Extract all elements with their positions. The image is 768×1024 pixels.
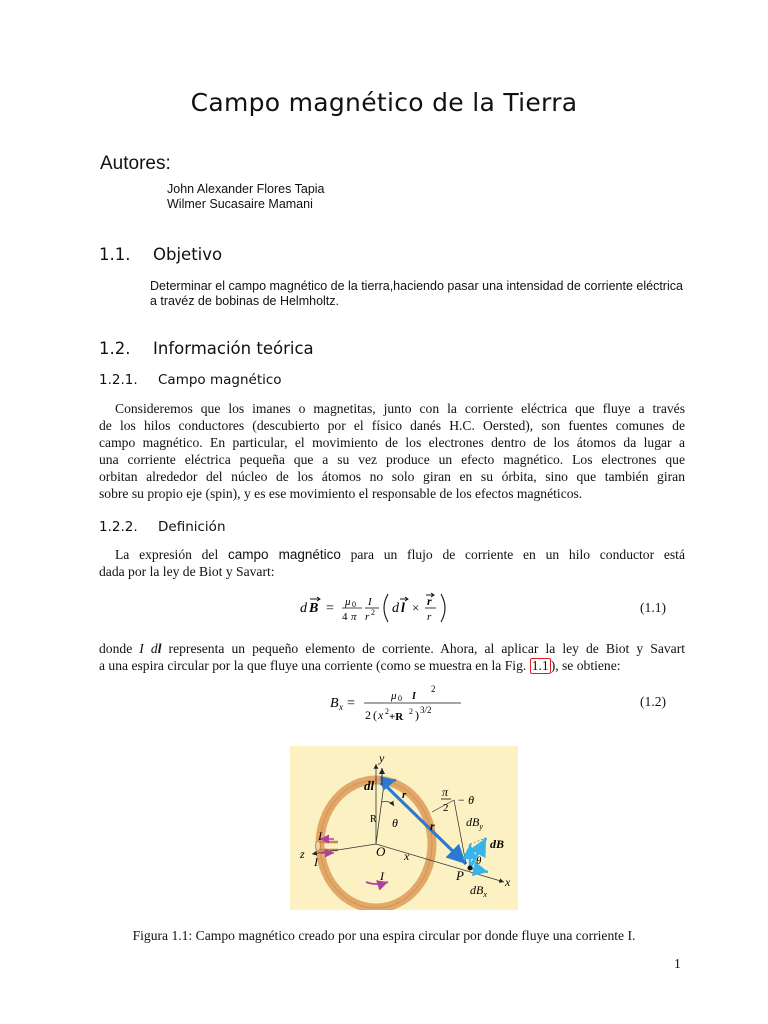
label-theta-2: θ [476,855,482,867]
section-number: 1.2. [99,339,131,358]
svg-text:r: r [427,611,432,623]
label-x-distance: x [404,849,410,863]
svg-text:π: π [351,611,357,623]
figure-current-loop [290,746,518,910]
svg-text:(: ( [373,708,377,722]
page-number: 1 [674,956,681,971]
svg-text:I: I [412,691,416,702]
label-pi: π [442,785,449,799]
text-line: donde I dl representa un pequeño elemento de corriente. Ahora, al aplicar la ley de Biot y Savart [99,641,685,656]
label-r-vector: r [430,819,435,833]
label-two: 2 [443,802,449,814]
svg-text:x: x [378,708,384,722]
after-equation-paragraph [99,640,685,674]
svg-text:0: 0 [352,600,356,609]
svg-text:×: × [412,600,420,615]
svg-text:I: I [368,596,372,608]
svg-text:4: 4 [342,611,348,623]
label-O: O [376,844,386,859]
subsection-title: Definición [158,519,226,535]
authors-heading: Autores: [100,153,171,174]
svg-text:2: 2 [371,608,375,617]
svg-text:B: B [330,696,339,711]
text-line: dada por la ley de Biot y Savart: [99,564,275,579]
text-fragment: a una espira circular por la que fluye una corriente (como se muestra en la Fig. [99,658,530,673]
label-R: R [370,814,377,825]
svg-text:x: x [339,702,343,712]
objetivo-text [150,279,720,309]
label-dB: dB [490,837,505,851]
label-I-top: I [318,829,322,843]
svg-text:r: r [427,594,432,608]
svg-text:d: d [300,601,307,616]
label-y: y [379,751,385,765]
figure-caption: Figura 1.1: Campo magnético creado por una espira circular por donde fluye una corriente I. [132,928,636,943]
text-fragment: para un flujo de corriente en un hilo conductor está [340,547,685,562]
svg-text:3/2: 3/2 [420,705,432,715]
figure-reference-link[interactable]: 1.1 [531,658,549,673]
author-list [167,182,325,212]
text-line: sobre su propio eje (spin), y es ese movimiento el responsable de los efectos magnéticos. [99,486,583,501]
svg-text:0: 0 [398,694,402,703]
page-title: Campo magnético de la Tierra [190,88,578,117]
definicion-paragraph [99,546,685,580]
label-I-ring: I [380,869,384,883]
section-heading-info [99,339,314,358]
text-line: Consideremos que los imanes o magnetitas, junto con la corriente eléctrica que fluye a través [115,401,685,416]
label-x-axis: x [505,875,511,889]
label-P: P [456,868,464,883]
svg-text:=: = [326,601,334,616]
label-z: z [300,847,305,861]
svg-text:r: r [365,611,370,623]
subsection-heading-campo [99,372,282,388]
label-r-hat: r [402,789,407,801]
section-heading-objetivo [99,245,222,264]
svg-text:B: B [309,601,319,616]
equation-number: (1.1) [640,600,667,615]
svg-text:μ: μ [345,596,351,608]
text-line [99,657,685,674]
label-dBy: $dB_y$ [466,815,483,831]
svg-text:2: 2 [409,707,413,716]
text-line: Determinar el campo magnético de la tierra,haciendo pasar una intensidad de corriente eléctrica [150,279,683,293]
section-number: 1.1. [99,245,131,264]
svg-text:2: 2 [431,684,436,694]
equation-number: (1.2) [640,694,667,709]
label-minus-theta: − θ [457,793,474,807]
author-name: Wilmer Sucasaire Mamani [167,197,313,211]
label-theta: θ [392,816,398,830]
subsection-number: 1.2.2. [99,519,138,535]
svg-text:μ: μ [391,690,397,702]
svg-text:l: l [401,601,405,616]
text-fragment: representa un pequeño elemento de corriente. Ahora, al aplicar la ley de Biot y Savart [161,641,685,656]
highlight-term: campo magnético [227,547,341,562]
subsection-heading-definicion [99,519,226,535]
svg-text:=: = [347,696,355,711]
section-title: Objetivo [153,245,223,264]
text-line: de los hilos conductores (descubierto por el físico danés H.C. Oersted), son fuentes comunes de [99,418,685,433]
subsection-title: Campo magnético [158,372,282,388]
equation-loop-field [326,682,476,728]
text-line [99,546,685,563]
section-title: Información teórica [153,339,314,358]
svg-text:+R: +R [389,711,404,723]
text-fragment: ), se obtiene: [550,658,621,673]
equation-biot-savart [300,588,480,628]
subsection-number: 1.2.1. [99,372,138,388]
text-line: orbitan alrededor del núcleo de los átomos no solo giran en su órbita, sino que también giran [99,469,685,484]
campo-paragraph [99,400,685,502]
label-dl: dl [364,778,375,793]
svg-text:2: 2 [365,708,371,722]
label-I-bottom: I [314,855,318,869]
text-line: campo magnético. En particular, el movimiento de los electrones dentro de los átomos da lugar a [99,435,685,450]
text-line: una corriente eléctrica pequeña que a su vez produce un efecto magnético. Los electrones que [99,452,685,467]
text-fragment: La expresión del [115,547,228,562]
svg-text:): ) [415,708,419,722]
point-P [468,866,473,871]
author-name: John Alexander Flores Tapia [167,182,325,196]
svg-text:d: d [392,601,399,616]
text-fragment: donde [99,641,140,656]
svg-text:2: 2 [385,707,389,716]
text-line: a travéz de bobinas de Helmholtz. [150,294,339,308]
label-dBx: $dB_x$ [470,883,487,899]
